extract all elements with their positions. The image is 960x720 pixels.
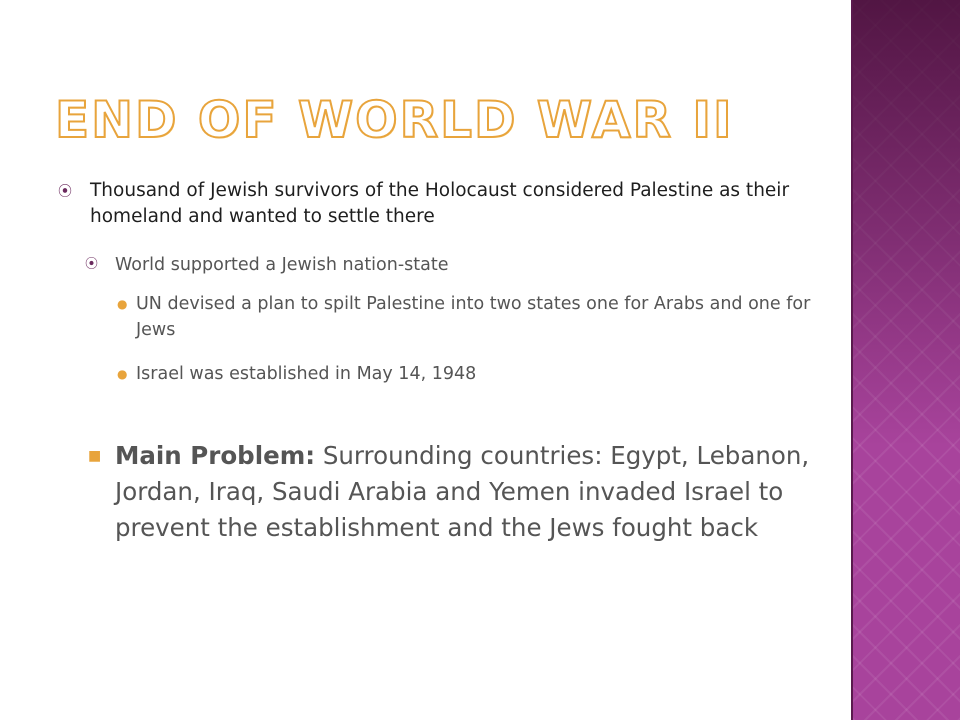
bullet-level-3 [117, 361, 817, 387]
bullet-level-1 [58, 178, 798, 230]
main-problem-body: Surrounding countries: Egypt, Lebanon, Jordan, Iraq, Saudi Arabia and Yemen invaded Israel to prevent the establishment and the Jews fought back [115, 441, 810, 542]
circle-dot-icon: ⦿ [58, 184, 72, 200]
decorative-side-panel [853, 0, 960, 720]
bullet-text: Israel was established in May 14, 1948 [136, 364, 477, 384]
main-problem-label: Main Problem: [115, 441, 316, 470]
bullet-text: Thousand of Jewish survivors of the Holocaust considered Palestine as their homeland and wanted to settle there [90, 180, 790, 227]
bullet-text: UN devised a plan to spilt Palestine into two states one for Arabs and one for Jews [136, 294, 811, 340]
main-problem-text [115, 438, 828, 546]
bullet-level-2 [85, 252, 805, 278]
bullet-level-3 [117, 291, 817, 343]
orange-square-icon: ■ [88, 448, 102, 464]
bullet-text: World supported a Jewish nation-state [115, 255, 449, 275]
circle-dot-icon: ⦿ [85, 257, 99, 272]
orange-dot-icon: ● [117, 367, 128, 381]
slide-title: END OF WORLD WAR II [55, 91, 734, 149]
orange-dot-icon: ● [117, 297, 128, 311]
main-problem-bullet [88, 438, 828, 546]
